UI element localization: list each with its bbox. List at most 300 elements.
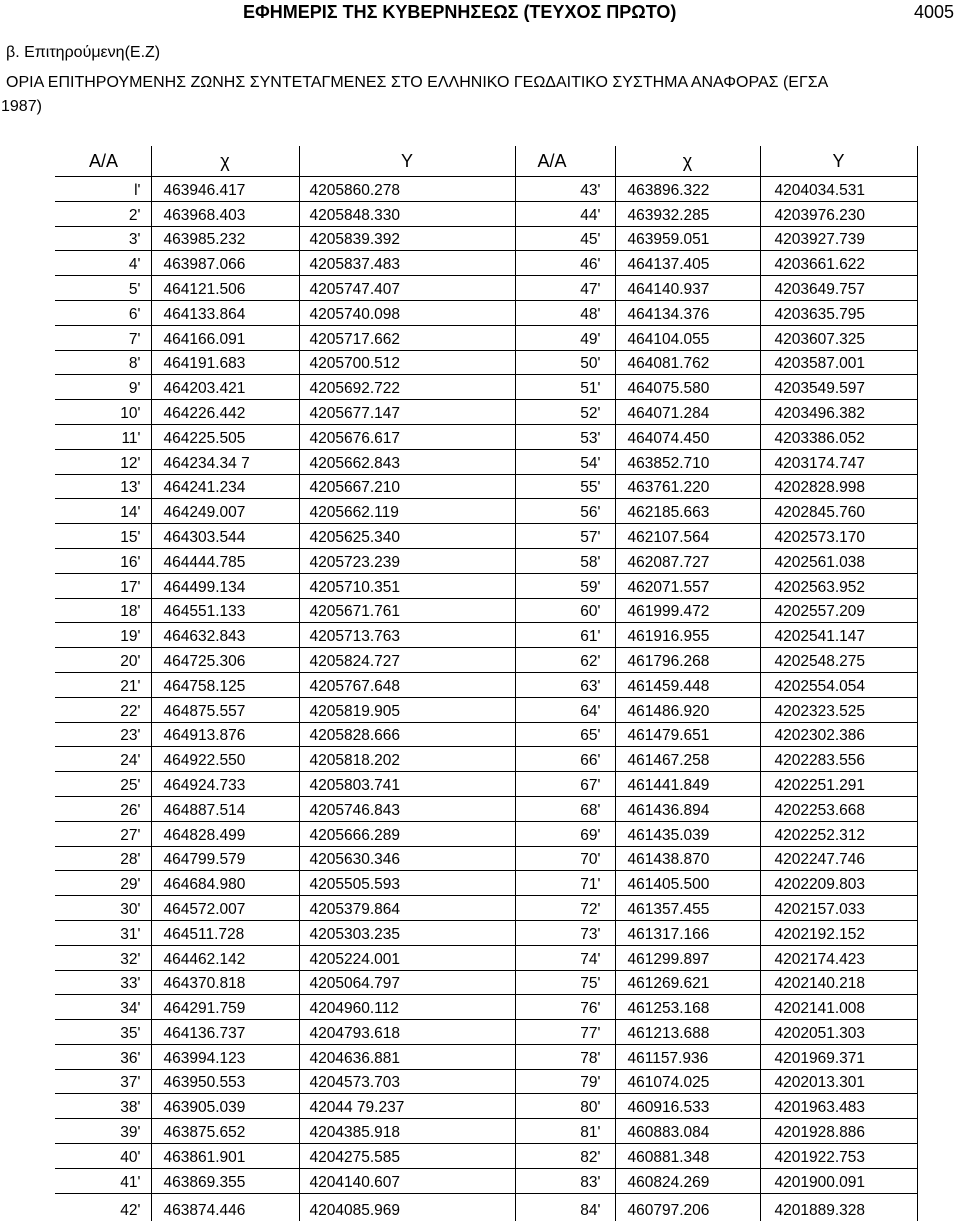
cell-aa-left: 32': [55, 945, 151, 970]
cell-x-left: 463994.123: [151, 1044, 299, 1069]
cell-y-left: 4205747.407: [299, 276, 515, 301]
cell-y-right: 4202253.668: [760, 796, 917, 821]
cell-aa-right: 52': [515, 400, 615, 425]
cell-y-left: 4205818.202: [299, 747, 515, 772]
cell-y-right: 4201928.886: [760, 1119, 917, 1144]
table-row: [55, 1119, 917, 1144]
cell-aa-right: 51': [515, 375, 615, 400]
cell-y-left: 4205803.741: [299, 772, 515, 797]
table-row: [55, 226, 917, 251]
cell-aa-right: 84': [515, 1193, 615, 1221]
cell-aa-left: 13': [55, 474, 151, 499]
cell-y-right: 4202141.008: [760, 995, 917, 1020]
cell-aa-right: 79': [515, 1069, 615, 1094]
cell-y-right: 4202251.291: [760, 772, 917, 797]
cell-aa-right: 61': [515, 623, 615, 648]
cell-y-left: 4205505.593: [299, 871, 515, 896]
header-y-left: Υ: [299, 146, 515, 177]
cell-y-left: 4205860.278: [299, 177, 515, 202]
cell-x-left: 463861.901: [151, 1144, 299, 1169]
cell-y-left: 4205839.392: [299, 226, 515, 251]
cell-x-left: 464725.306: [151, 648, 299, 673]
cell-aa-left: 5': [55, 276, 151, 301]
cell-x-left: 463869.355: [151, 1168, 299, 1193]
cell-aa-right: 67': [515, 772, 615, 797]
cell-aa-left: 21': [55, 672, 151, 697]
table-row: [55, 1193, 917, 1221]
cell-x-right: 461438.870: [615, 846, 760, 871]
cell-y-left: 4204275.585: [299, 1144, 515, 1169]
table-row: [55, 821, 917, 846]
cell-x-left: 464136.737: [151, 1020, 299, 1045]
cell-y-left: 4205723.239: [299, 548, 515, 573]
cell-x-right: 461269.621: [615, 970, 760, 995]
header-x-right: χ: [615, 146, 760, 177]
cell-aa-right: 47': [515, 276, 615, 301]
cell-x-right: 461405.500: [615, 871, 760, 896]
cell-y-right: 4202209.803: [760, 871, 917, 896]
cell-x-right: 462107.564: [615, 524, 760, 549]
cell-aa-right: 53': [515, 424, 615, 449]
cell-x-left: 464166.091: [151, 325, 299, 350]
cell-x-right: 461486.920: [615, 697, 760, 722]
cell-x-right: 464075.580: [615, 375, 760, 400]
cell-y-right: 4202845.760: [760, 499, 917, 524]
cell-aa-right: 56': [515, 499, 615, 524]
cell-x-right: 461299.897: [615, 945, 760, 970]
cell-y-left: 4205625.340: [299, 524, 515, 549]
cell-x-right: 463852.710: [615, 449, 760, 474]
cell-y-left: 4204085.969: [299, 1193, 515, 1221]
cell-y-left: 4205692.722: [299, 375, 515, 400]
cell-x-left: 464249.007: [151, 499, 299, 524]
table-row: [55, 375, 917, 400]
table-row: [55, 920, 917, 945]
cell-y-right: 4203549.597: [760, 375, 917, 400]
cell-x-right: 464104.055: [615, 325, 760, 350]
cell-x-right: 461436.894: [615, 796, 760, 821]
cell-x-left: 464370.818: [151, 970, 299, 995]
cell-x-right: 460881.348: [615, 1144, 760, 1169]
cell-aa-left: 18': [55, 598, 151, 623]
cell-aa-left: 15': [55, 524, 151, 549]
cell-x-right: 461253.168: [615, 995, 760, 1020]
cell-aa-left: 7': [55, 325, 151, 350]
cell-x-left: 463946.417: [151, 177, 299, 202]
cell-x-left: 463905.039: [151, 1094, 299, 1119]
table-row: [55, 350, 917, 375]
cell-y-left: 4204636.881: [299, 1044, 515, 1069]
cell-y-right: 4202323.525: [760, 697, 917, 722]
cell-aa-right: 43': [515, 177, 615, 202]
cell-x-right: 461357.455: [615, 896, 760, 921]
cell-x-left: 464875.557: [151, 697, 299, 722]
table-row: [55, 276, 917, 301]
cell-aa-left: 26': [55, 796, 151, 821]
cell-x-left: 463968.403: [151, 201, 299, 226]
table-row: [55, 251, 917, 276]
cell-y-right: 4203976.230: [760, 201, 917, 226]
table-row: [55, 796, 917, 821]
cell-x-left: 464828.499: [151, 821, 299, 846]
table-caption: [0, 71, 960, 119]
cell-y-left: 4204385.918: [299, 1119, 515, 1144]
cell-y-left: 4205379.864: [299, 896, 515, 921]
cell-x-right: 461435.039: [615, 821, 760, 846]
cell-aa-right: 81': [515, 1119, 615, 1144]
table-row: [55, 300, 917, 325]
cell-aa-right: 49': [515, 325, 615, 350]
table-row: [55, 1020, 917, 1045]
cell-x-right: 464134.376: [615, 300, 760, 325]
cell-x-right: 461916.955: [615, 623, 760, 648]
page-number: 4005: [914, 2, 954, 23]
table-row: [55, 1144, 917, 1169]
cell-aa-right: 50': [515, 350, 615, 375]
table-row: [55, 1168, 917, 1193]
cell-y-right: 4202561.038: [760, 548, 917, 573]
table-row: [55, 1044, 917, 1069]
cell-x-right: 463896.322: [615, 177, 760, 202]
cell-x-right: 464074.450: [615, 424, 760, 449]
cell-x-left: 463985.232: [151, 226, 299, 251]
cell-aa-right: 63': [515, 672, 615, 697]
cell-aa-left: 8': [55, 350, 151, 375]
cell-aa-left: 41': [55, 1168, 151, 1193]
cell-x-left: 464922.550: [151, 747, 299, 772]
cell-y-left: 4205837.483: [299, 251, 515, 276]
cell-x-left: 464462.142: [151, 945, 299, 970]
table-caption-line-2: 1987): [0, 95, 960, 119]
cell-x-right: 460797.206: [615, 1193, 760, 1221]
cell-aa-left: 36': [55, 1044, 151, 1069]
cell-y-right: 4203661.622: [760, 251, 917, 276]
header-aa-left: Α/Α: [55, 146, 151, 177]
table-row: [55, 598, 917, 623]
cell-y-right: 4202828.998: [760, 474, 917, 499]
cell-aa-left: 29': [55, 871, 151, 896]
cell-y-left: 4205819.905: [299, 697, 515, 722]
cell-y-right: 4202573.170: [760, 524, 917, 549]
table-row: [55, 177, 917, 202]
table-row: [55, 1069, 917, 1094]
table-row: [55, 524, 917, 549]
cell-y-right: 4202283.556: [760, 747, 917, 772]
cell-aa-right: 71': [515, 871, 615, 896]
cell-aa-left: 31': [55, 920, 151, 945]
cell-aa-left: 19': [55, 623, 151, 648]
cell-aa-left: 37': [55, 1069, 151, 1094]
cell-y-left: 4204140.607: [299, 1168, 515, 1193]
table-header-row: [55, 146, 917, 177]
cell-y-left: 4204960.112: [299, 995, 515, 1020]
cell-x-left: 464511.728: [151, 920, 299, 945]
table-row: [55, 995, 917, 1020]
table-row: [55, 846, 917, 871]
cell-y-right: 4202541.147: [760, 623, 917, 648]
table-row: [55, 474, 917, 499]
cell-x-left: 464133.864: [151, 300, 299, 325]
cell-y-left: 4205676.617: [299, 424, 515, 449]
cell-aa-right: 75': [515, 970, 615, 995]
coordinates-table: [55, 146, 918, 1221]
cell-x-left: 464551.133: [151, 598, 299, 623]
cell-y-left: 4205848.330: [299, 201, 515, 226]
cell-x-right: 462087.727: [615, 548, 760, 573]
cell-aa-right: 66': [515, 747, 615, 772]
cell-y-right: 4202247.746: [760, 846, 917, 871]
cell-aa-left: 38': [55, 1094, 151, 1119]
cell-x-left: 464444.785: [151, 548, 299, 573]
cell-aa-left: 35': [55, 1020, 151, 1045]
table-row: [55, 722, 917, 747]
header-x-left: χ: [151, 146, 299, 177]
cell-x-right: 462071.557: [615, 573, 760, 598]
cell-x-right: 461467.258: [615, 747, 760, 772]
cell-x-left: 464241.234: [151, 474, 299, 499]
table-row: [55, 400, 917, 425]
cell-y-right: 4201889.328: [760, 1193, 917, 1221]
cell-aa-right: 59': [515, 573, 615, 598]
table-row: [55, 672, 917, 697]
cell-y-left: 4205767.648: [299, 672, 515, 697]
cell-y-right: 4203607.325: [760, 325, 917, 350]
cell-aa-right: 60': [515, 598, 615, 623]
cell-x-right: 461441.849: [615, 772, 760, 797]
cell-aa-right: 57': [515, 524, 615, 549]
cell-aa-right: 46': [515, 251, 615, 276]
cell-y-left: 4205717.662: [299, 325, 515, 350]
cell-aa-right: 54': [515, 449, 615, 474]
cell-aa-right: 78': [515, 1044, 615, 1069]
table-row: [55, 871, 917, 896]
cell-aa-left: 16': [55, 548, 151, 573]
cell-y-left: 4205667.210: [299, 474, 515, 499]
table-row: [55, 697, 917, 722]
cell-aa-left: 3': [55, 226, 151, 251]
cell-aa-left: 42': [55, 1193, 151, 1221]
header-aa-right: Α/Α: [515, 146, 615, 177]
cell-aa-right: 76': [515, 995, 615, 1020]
cell-aa-right: 77': [515, 1020, 615, 1045]
cell-y-right: 4203927.739: [760, 226, 917, 251]
cell-aa-right: 48': [515, 300, 615, 325]
cell-x-right: 464071.284: [615, 400, 760, 425]
cell-y-right: 4201969.371: [760, 1044, 917, 1069]
cell-x-left: 464203.421: [151, 375, 299, 400]
cell-x-right: 464140.937: [615, 276, 760, 301]
cell-aa-left: 24': [55, 747, 151, 772]
cell-x-left: 464913.876: [151, 722, 299, 747]
table-caption-line-1: ΟΡΙΑ ΕΠΙΤΗΡΟΥΜΕΝΗΣ ΖΩΝΗΣ ΣΥΝΤΕΤΑΓΜΕΝΕΣ ΣΤΟ ΕΛΛΗΝΙΚΟ ΓΕΩΔΑΙΤΙΚΟ ΣΥΣΤΗΜΑ ΑΝΑΦΟΡΑΣ (ΕΓΣΑ: [0, 71, 960, 95]
cell-y-left: 4205740.098: [299, 300, 515, 325]
cell-y-left: 4205700.512: [299, 350, 515, 375]
cell-aa-left: 11': [55, 424, 151, 449]
cell-aa-left: 17': [55, 573, 151, 598]
cell-y-right: 4201922.753: [760, 1144, 917, 1169]
cell-y-right: 4204034.531: [760, 177, 917, 202]
cell-x-left: 464572.007: [151, 896, 299, 921]
cell-aa-right: 72': [515, 896, 615, 921]
cell-y-right: 4202192.152: [760, 920, 917, 945]
cell-x-left: 464121.506: [151, 276, 299, 301]
cell-x-left: 464303.544: [151, 524, 299, 549]
cell-x-right: 461074.025: [615, 1069, 760, 1094]
table-row: [55, 945, 917, 970]
cell-aa-left: 20': [55, 648, 151, 673]
cell-aa-left: 25': [55, 772, 151, 797]
table-row: [55, 424, 917, 449]
cell-aa-left: 27': [55, 821, 151, 846]
cell-x-right: 464081.762: [615, 350, 760, 375]
cell-aa-left: 9': [55, 375, 151, 400]
cell-y-right: 4201900.091: [760, 1168, 917, 1193]
cell-y-right: 4203587.001: [760, 350, 917, 375]
cell-aa-left: 23': [55, 722, 151, 747]
cell-y-left: 4205677.147: [299, 400, 515, 425]
cell-aa-left: 34': [55, 995, 151, 1020]
cell-aa-left: 6': [55, 300, 151, 325]
cell-y-right: 4203174.747: [760, 449, 917, 474]
cell-aa-left: 10': [55, 400, 151, 425]
table-row: [55, 325, 917, 350]
cell-x-left: 464191.683: [151, 350, 299, 375]
cell-y-right: 4203496.382: [760, 400, 917, 425]
cell-x-left: 464291.759: [151, 995, 299, 1020]
cell-x-right: 463932.285: [615, 201, 760, 226]
cell-aa-right: 65': [515, 722, 615, 747]
coordinates-table-body: [55, 177, 917, 1221]
cell-y-right: 4202051.303: [760, 1020, 917, 1045]
cell-x-left: 464225.505: [151, 424, 299, 449]
cell-aa-left: 4': [55, 251, 151, 276]
cell-aa-right: 80': [515, 1094, 615, 1119]
cell-x-left: 464924.733: [151, 772, 299, 797]
cell-aa-left: 2': [55, 201, 151, 226]
cell-x-right: 461459.448: [615, 672, 760, 697]
cell-aa-right: 55': [515, 474, 615, 499]
table-row: [55, 772, 917, 797]
cell-y-right: 4202013.301: [760, 1069, 917, 1094]
cell-y-left: 4205710.351: [299, 573, 515, 598]
cell-x-left: 463950.553: [151, 1069, 299, 1094]
cell-y-right: 4201963.483: [760, 1094, 917, 1119]
table-row: [55, 970, 917, 995]
cell-y-right: 4202174.423: [760, 945, 917, 970]
cell-x-left: 464799.579: [151, 846, 299, 871]
cell-aa-right: 44': [515, 201, 615, 226]
table-row: [55, 573, 917, 598]
page-header-title: ΕΦΗΜΕΡΙΣ ΤΗΣ ΚΥΒΕΡΝΗΣΕΩΣ (ΤΕΥΧΟΣ ΠΡΩΤΟ): [243, 2, 676, 23]
cell-y-right: 4203649.757: [760, 276, 917, 301]
table-row: [55, 1094, 917, 1119]
cell-aa-right: 69': [515, 821, 615, 846]
cell-x-right: 463959.051: [615, 226, 760, 251]
cell-x-left: 464887.514: [151, 796, 299, 821]
cell-x-right: 461157.936: [615, 1044, 760, 1069]
cell-y-left: 4205713.763: [299, 623, 515, 648]
cell-aa-right: 83': [515, 1168, 615, 1193]
table-row: [55, 648, 917, 673]
cell-y-left: 4205662.843: [299, 449, 515, 474]
cell-y-right: 4202563.952: [760, 573, 917, 598]
cell-x-right: 460916.533: [615, 1094, 760, 1119]
cell-y-right: 4202252.312: [760, 821, 917, 846]
cell-x-right: 461213.688: [615, 1020, 760, 1045]
cell-y-left: 4205630.346: [299, 846, 515, 871]
cell-y-right: 4202554.054: [760, 672, 917, 697]
cell-y-left: 4204573.703: [299, 1069, 515, 1094]
cell-x-right: 462185.663: [615, 499, 760, 524]
table-row: [55, 449, 917, 474]
cell-aa-right: 64': [515, 697, 615, 722]
cell-aa-left: 12': [55, 449, 151, 474]
cell-y-left: 4205824.727: [299, 648, 515, 673]
cell-x-left: 463874.446: [151, 1193, 299, 1221]
cell-y-left: 4204793.618: [299, 1020, 515, 1045]
cell-x-left: 463987.066: [151, 251, 299, 276]
cell-aa-left: 22': [55, 697, 151, 722]
cell-y-left: 4205224.001: [299, 945, 515, 970]
cell-aa-left: 14': [55, 499, 151, 524]
section-subtitle: β. Επιτηρούμενη(Ε.Ζ): [6, 44, 160, 62]
cell-y-left: 4205828.666: [299, 722, 515, 747]
cell-y-left: 4205064.797: [299, 970, 515, 995]
cell-y-right: 4202157.033: [760, 896, 917, 921]
cell-x-left: 464632.843: [151, 623, 299, 648]
cell-aa-right: 74': [515, 945, 615, 970]
cell-x-right: 463761.220: [615, 474, 760, 499]
table-row: [55, 201, 917, 226]
cell-aa-right: 73': [515, 920, 615, 945]
header-y-right: Υ: [760, 146, 917, 177]
table-row: [55, 623, 917, 648]
cell-y-right: 4202548.275: [760, 648, 917, 673]
cell-aa-right: 58': [515, 548, 615, 573]
table-row: [55, 499, 917, 524]
cell-y-left: 4205666.289: [299, 821, 515, 846]
cell-x-left: 464234.34 7: [151, 449, 299, 474]
cell-x-right: 464137.405: [615, 251, 760, 276]
cell-y-left: 4205303.235: [299, 920, 515, 945]
cell-aa-left: l': [55, 177, 151, 202]
cell-y-left: 4205671.761: [299, 598, 515, 623]
cell-y-right: 4202140.218: [760, 970, 917, 995]
cell-x-left: 463875.652: [151, 1119, 299, 1144]
cell-aa-right: 62': [515, 648, 615, 673]
cell-x-right: 461479.651: [615, 722, 760, 747]
cell-x-left: 464684.980: [151, 871, 299, 896]
cell-aa-left: 39': [55, 1119, 151, 1144]
cell-x-right: 461317.166: [615, 920, 760, 945]
cell-x-right: 460824.269: [615, 1168, 760, 1193]
cell-x-left: 464758.125: [151, 672, 299, 697]
cell-aa-right: 45': [515, 226, 615, 251]
cell-aa-left: 28': [55, 846, 151, 871]
cell-x-right: 460883.084: [615, 1119, 760, 1144]
cell-aa-right: 70': [515, 846, 615, 871]
cell-y-right: 4203386.052: [760, 424, 917, 449]
cell-x-right: 461796.268: [615, 648, 760, 673]
table-row: [55, 896, 917, 921]
cell-x-right: 461999.472: [615, 598, 760, 623]
cell-y-right: 4203635.795: [760, 300, 917, 325]
cell-y-left: 4205662.119: [299, 499, 515, 524]
cell-y-right: 4202557.209: [760, 598, 917, 623]
table-row: [55, 747, 917, 772]
cell-aa-left: 33': [55, 970, 151, 995]
cell-x-left: 464499.134: [151, 573, 299, 598]
